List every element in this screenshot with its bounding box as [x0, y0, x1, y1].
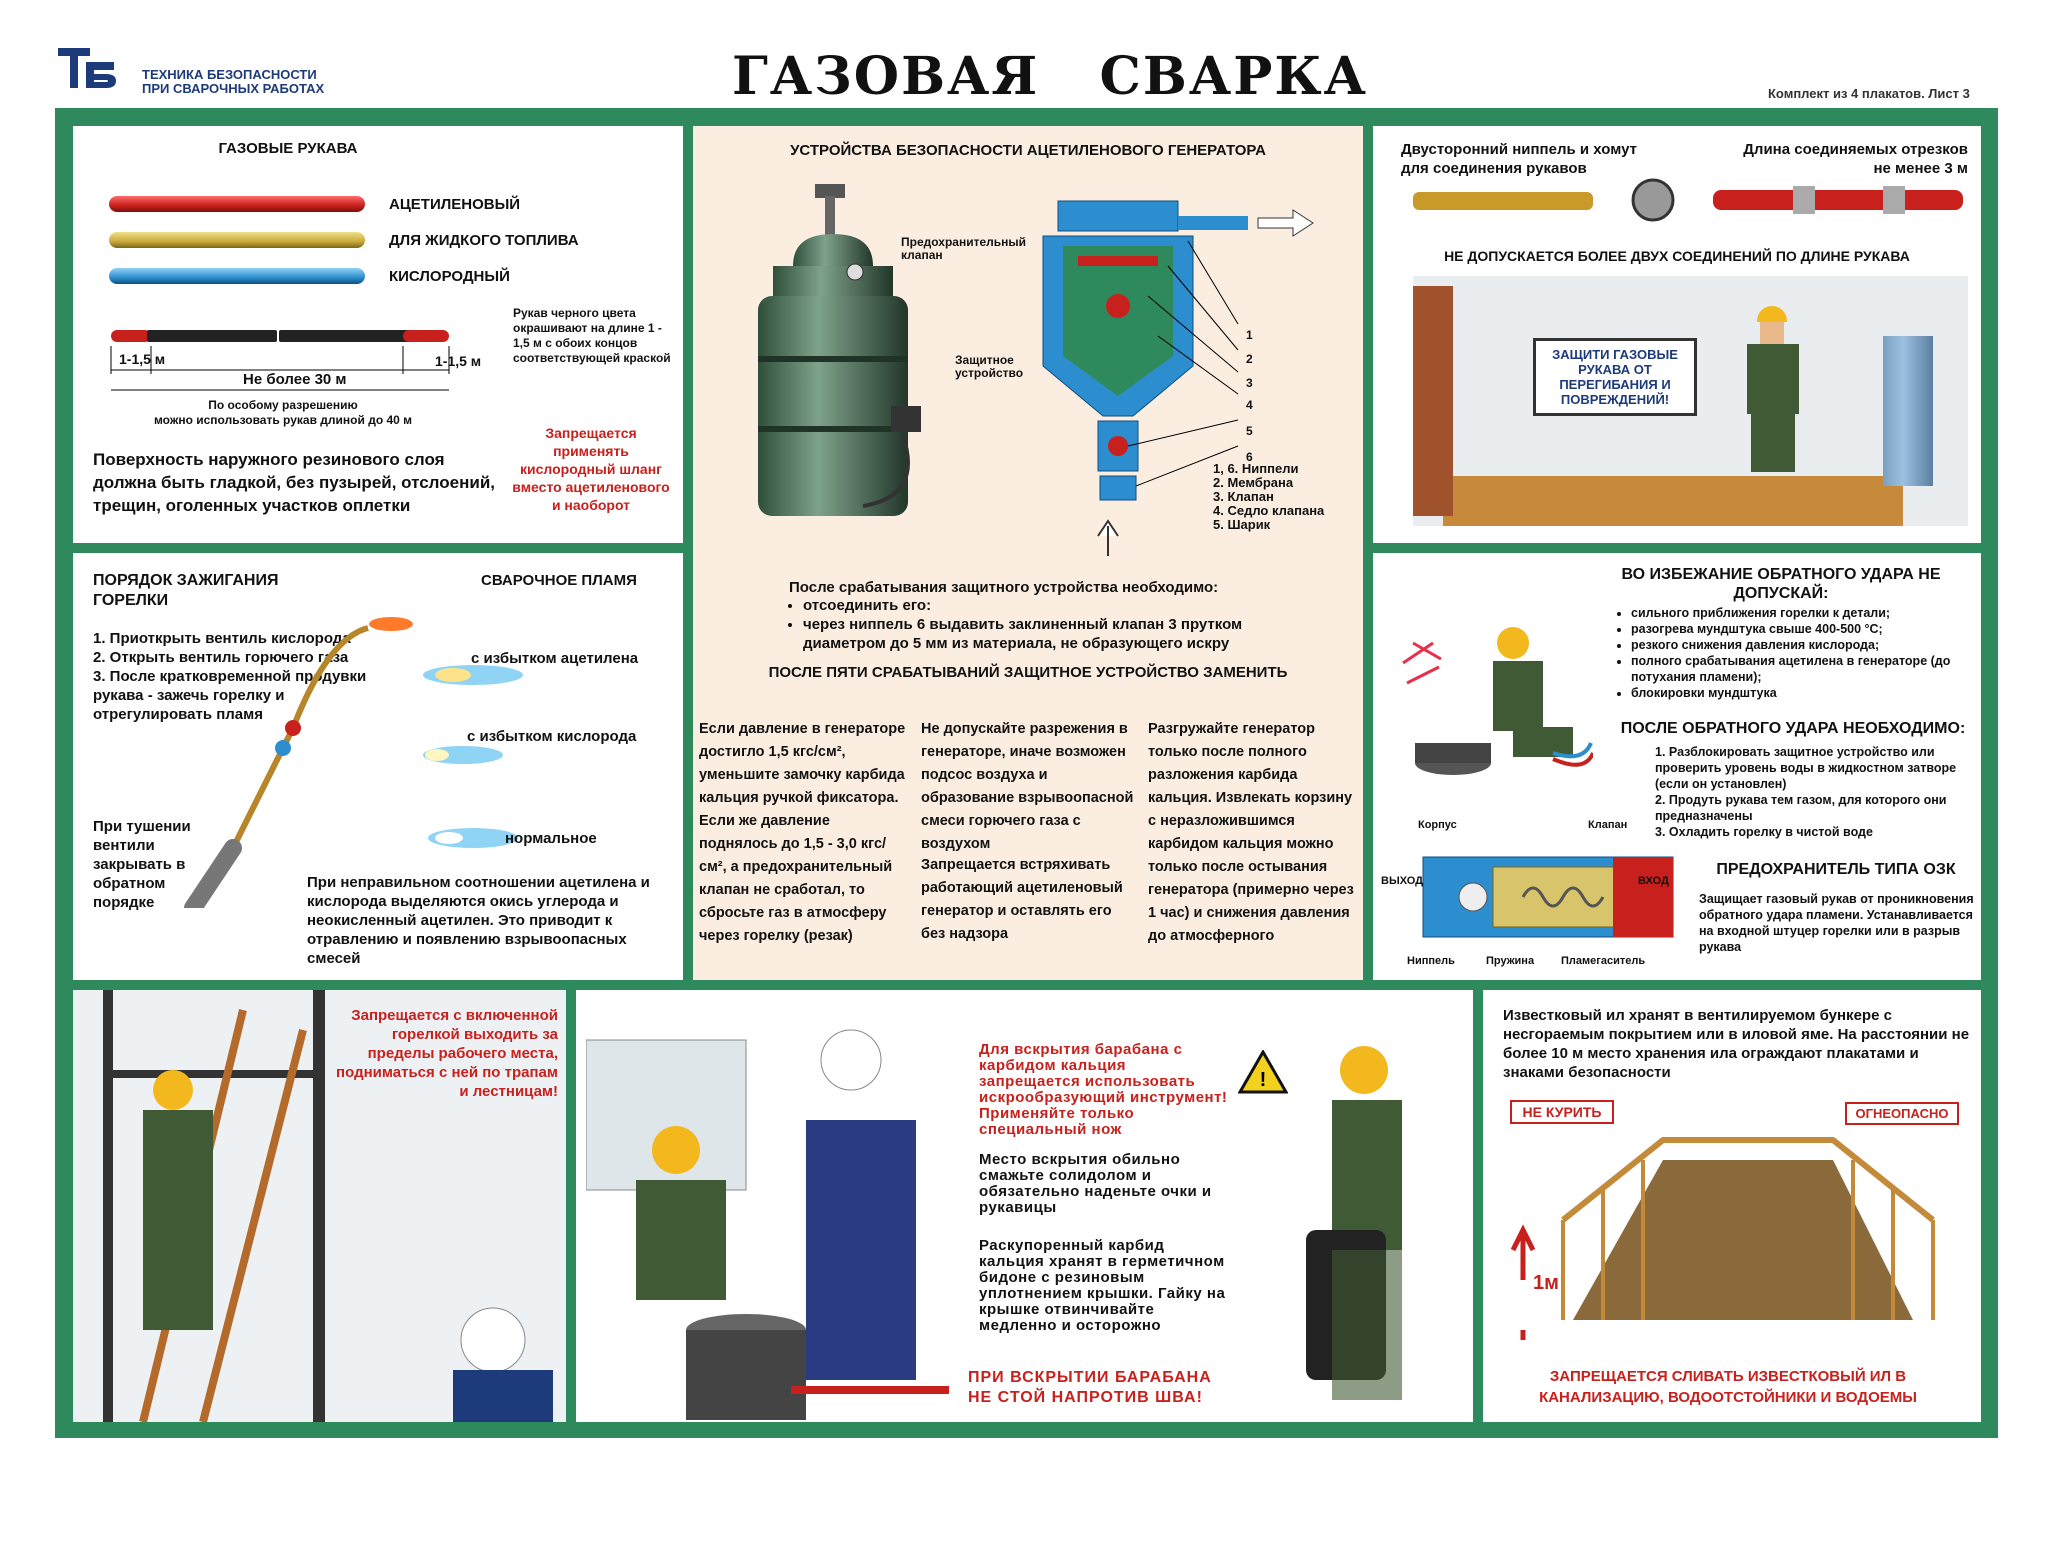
connections-panel: [1373, 126, 1981, 543]
set-info: Комплект из 4 плакатов. Лист 3: [1768, 86, 1970, 101]
door: [1413, 286, 1453, 516]
ladder-warning: Запрещается с включенной горелкой выходить за пределы рабочего места, подниматься с ней по трапам и лестницам!: [336, 1007, 558, 1100]
ozk-label-valve: Клапан: [1588, 819, 1628, 831]
marker-3: 3: [1246, 376, 1253, 390]
legend-item: 5. Шарик: [1213, 517, 1271, 532]
backfire-item: • сильного приближения горелки к детали;: [1631, 605, 1981, 621]
acetylene-generator-illustration: [753, 176, 983, 556]
hose-connection-illustration: [1413, 178, 1973, 228]
device-legend: [1213, 462, 1324, 532]
hoses-title: ГАЗОВЫЕ РУКАВА: [218, 140, 358, 157]
marker-2: 2: [1246, 352, 1253, 366]
after-trigger-item: • отсоединить его:: [803, 596, 1283, 615]
ladder-panel: [73, 990, 566, 1422]
ozk-label-spring: Пружина: [1486, 955, 1535, 967]
sludge-panel: [1483, 990, 1981, 1422]
drum-grease-rule: Место вскрытия обильно смажьте солидолом и обязательно наденьте очки и рукавицы: [979, 1151, 1212, 1216]
flame-title: СВАРОЧНОЕ ПЛАМЯ: [481, 572, 637, 589]
ozk-label-out: ВЫХОД: [1381, 875, 1424, 887]
legend-item: 3. Клапан: [1213, 489, 1274, 504]
protect-hoses-sign: ЗАЩИТИ ГАЗОВЫЕ РУКАВА ОТ ПЕРЕГИБАНИЯ И ПОВРЕЖДЕНИЙ!: [1533, 338, 1697, 416]
sludge-storage-text: Известковый ил хранят в вентилируемом бункере с несгораемым покрытием или в иловой яме. На расстоянии не более 10 м место хранения ила ограждают плакатами и знаками безопасности: [1503, 1007, 1970, 1081]
series-line-1: ТЕХНИКА БЕЗОПАСНОСТИ: [142, 67, 317, 82]
hose-end-right: 1-1,5 м: [435, 353, 482, 369]
hose-type-fuel: ДЛЯ ЖИДКОГО ТОПЛИВА: [389, 232, 579, 249]
marker-5: 5: [1246, 424, 1253, 438]
carbide-storage-rule: Раскупоренный карбид кальция хранят в герметичном бидоне с резиновым уплотнением крышки. Гайку на крышке отвинчивайте медленно и осторожно: [979, 1237, 1226, 1334]
ozk-title: ПРЕДОХРАНИТЕЛЬ ТИПА ОЗК: [1716, 861, 1956, 878]
kneeling-welder-illustration: [1393, 603, 1593, 783]
generator-col-1: Если давление в генераторе достигло 1,5 кгс/см², уменьшите замочку карбида кальция ручкой фиксатора. Если же давление поднялось до 1,5 - 3,0 кгс/см², а предохранительный клапан не сработал, то сбросьте газ в атмосферу через горелку (резак): [699, 721, 906, 944]
floor: [1443, 476, 1903, 526]
after-trigger-list: [789, 596, 1283, 653]
generator-col-2a: Не допускайте разрежения в генераторе, иначе возможен подсос воздуха и образование взрывоопасной смеси горючего газа с воздухом: [921, 721, 1134, 852]
drum-opening-illustration: [586, 1020, 946, 1420]
gas-cylinders: [1883, 336, 1933, 486]
sludge-pit-illustration: [1503, 1120, 1973, 1340]
drain-forbidden: ЗАПРЕЩАЕТСЯ СЛИВАТЬ ИЗВЕСТКОВЫЙ ИЛ В КАНАЛИЗАЦИЮ, ВОДООТСТОЙНИКИ И ВОДОЕМЫ: [1539, 1368, 1917, 1406]
acetylene-hose: [109, 196, 365, 212]
legend-item: 4. Седло клапана: [1213, 503, 1325, 518]
legend-item: 1, 6. Ниппели: [1213, 461, 1299, 476]
nipple-caption: Двусторонний ниппель и хомут для соединения рукавов: [1401, 141, 1637, 177]
backfire-list: [1617, 605, 1981, 701]
hose-swap-forbidden: Запрещается применять кислородный шланг вместо ацетиленового и наоборот: [512, 425, 670, 513]
protect-label: Защитное устройство: [955, 353, 1024, 380]
ignition-steps: 1. Приоткрыть вентиль кислорода 2. Открыть вентиль горючего газа 3. После кратковременной продувки рукава - зажечь горелку и отрегулировать пламя: [93, 630, 367, 723]
connection-rule: НЕ ДОПУСКАЕТСЯ БОЛЕЕ ДВУХ СОЕДИНЕНИЙ ПО ДЛИНЕ РУКАВА: [1444, 248, 1910, 264]
generator-col-3: Разгружайте генератор только после полного разложения карбида кальция. Извлекать корзину с неразложившимся карбидом кальция можно только после остывания генератора (примерно через 1 час) и снижения давления до атмосферного: [1148, 721, 1354, 944]
ozk-label-arrester: Пламегаситель: [1561, 955, 1646, 967]
fuel-hose: [109, 232, 365, 248]
welder-svg: [1393, 603, 1593, 783]
arrow-icon: [791, 1386, 949, 1394]
generator-col-2b: Запрещается встряхивать работающий ацетиленовый генератор и оставлять его без надзора: [921, 857, 1123, 942]
ozk-label-in: ВХОД: [1638, 875, 1669, 887]
stand-warning: ПРИ ВСКРЫТИИ БАРАБАНА НЕ СТОЙ НАПРОТИВ ШВА!: [968, 1369, 1212, 1406]
marker-4: 4: [1246, 398, 1253, 412]
hose-type-acetylene: АЦЕТИЛЕНОВЫЙ: [389, 196, 521, 213]
page-title: ГАЗОВАЯ СВАРКА: [732, 46, 1368, 107]
ozk-text: Защищает газовый рукав от проникновения обратного удара пламени. Устанавливается на входной штуцер горелки или в разрыв рукава: [1699, 892, 1974, 954]
worker-figure: [1743, 306, 1803, 476]
logo: [56, 42, 118, 92]
backfire-panel: [1373, 553, 1981, 980]
black-hose-note: Рукав черного цвета окрашивают на длине 1 - 1,5 м с обоих концов соответствующей краской: [513, 306, 671, 365]
hose-surface-rule: Поверхность наружного резинового слоя должна быть гладкой, без пузырей, отслоений, трещин, оголенных участков оплетки: [93, 450, 495, 515]
ignition-panel: [73, 553, 683, 980]
marker-6: 6: [1246, 450, 1253, 464]
workshop-illustration: [1413, 276, 1968, 526]
flame-acetylene-excess: с избытком ацетилена: [471, 650, 639, 667]
oxygen-hose: [109, 268, 365, 284]
extinguish-rule: При тушении вентили закрывать в обратном порядке: [93, 818, 191, 911]
logo-mark: [56, 42, 118, 92]
length-caption: Длина соединяемых отрезков не менее 3 м: [1743, 141, 1968, 177]
worker-with-canister: [1276, 1030, 1456, 1420]
after-trigger-item: • через ниппель 6 выдавить заклиненный клапан 3 прутком диаметром до 5 мм из материала, не образующего искру: [803, 615, 1283, 653]
hose-type-oxygen: КИСЛОРОДНЫЙ: [389, 268, 510, 285]
after-trigger-title: После срабатывания защитного устройства необходимо:: [789, 579, 1219, 596]
flame-normal: нормальное: [505, 830, 597, 847]
flame-oxygen-excess: с избытком кислорода: [467, 728, 637, 745]
hose-end-left: 1-1,5 м: [119, 351, 166, 367]
height-label: 1м: [1533, 1272, 1559, 1294]
hose-max-length: Не более 30 м: [243, 371, 347, 388]
drum-panel: [576, 990, 1473, 1422]
backfire-item: • разогрева мундштука свыше 400-500 °С;: [1631, 621, 1981, 637]
backfire-title: ВО ИЗБЕЖАНИЕ ОБРАТНОГО УДАРА НЕ ДОПУСКАЙ:: [1621, 566, 1941, 602]
replace-rule: ПОСЛЕ ПЯТИ СРАБАТЫВАНИЙ ЗАЩИТНОЕ УСТРОЙСТВО ЗАМЕНИТЬ: [768, 664, 1288, 681]
flammable-sign: ОГНЕОПАСНО: [1845, 1102, 1959, 1125]
hoses-panel: [73, 126, 683, 543]
ozk-diagram: [1413, 839, 1683, 949]
no-smoking-sign: НЕ КУРИТЬ: [1510, 1100, 1614, 1124]
ozk-label-nipple: Ниппель: [1407, 955, 1455, 967]
after-backfire-title: ПОСЛЕ ОБРАТНОГО УДАРА НЕОБХОДИМО:: [1620, 720, 1966, 737]
legend-item: 2. Мембрана: [1213, 475, 1294, 490]
backfire-item: • полного срабатывания ацетилена в генераторе (до потухания пламени);: [1631, 653, 1981, 685]
hose-permission: По особому разрешению можно использовать рукав длиной до 40 м: [153, 398, 413, 427]
series-line-2: ПРИ СВАРОЧНЫХ РАБОТАХ: [142, 81, 325, 96]
ozk-label-body: Корпус: [1418, 819, 1457, 831]
generator-title: УСТРОЙСТВА БЕЗОПАСНОСТИ АЦЕТИЛЕНОВОГО ГЕНЕРАТОРА: [790, 142, 1266, 159]
valve-label: Предохранительный клапан: [901, 235, 1027, 262]
after-backfire-steps: 1. Разблокировать защитное устройство или проверить уровень воды в жидкостном затворе (если он установлен) 2. Продуть рукава тем газом, для которого они предназначены 3. Охладить горелку в чистой воде: [1655, 745, 1957, 839]
svg-text:!: !: [1259, 1069, 1267, 1091]
marker-1: 1: [1246, 328, 1253, 342]
drum-tool-warning: Для вскрытия барабана с карбидом кальция запрещается использовать искрообразующий инструмент! Применяйте только специальный нож: [979, 1041, 1228, 1138]
backfire-item: • резкого снижения давления кислорода;: [1631, 637, 1981, 653]
mixture-warning: При неправильном соотношении ацетилена и кислорода выделяются окись углерода и неокисленный ацетилен. Это приводит к отравлению и появлению взрывоопасных смесей: [307, 874, 650, 967]
generator-panel: [693, 126, 1363, 980]
backfire-item: • блокировки мундштука: [1631, 685, 1981, 701]
ignition-title: ПОРЯДОК ЗАЖИГАНИЯ ГОРЕЛКИ: [93, 572, 279, 609]
